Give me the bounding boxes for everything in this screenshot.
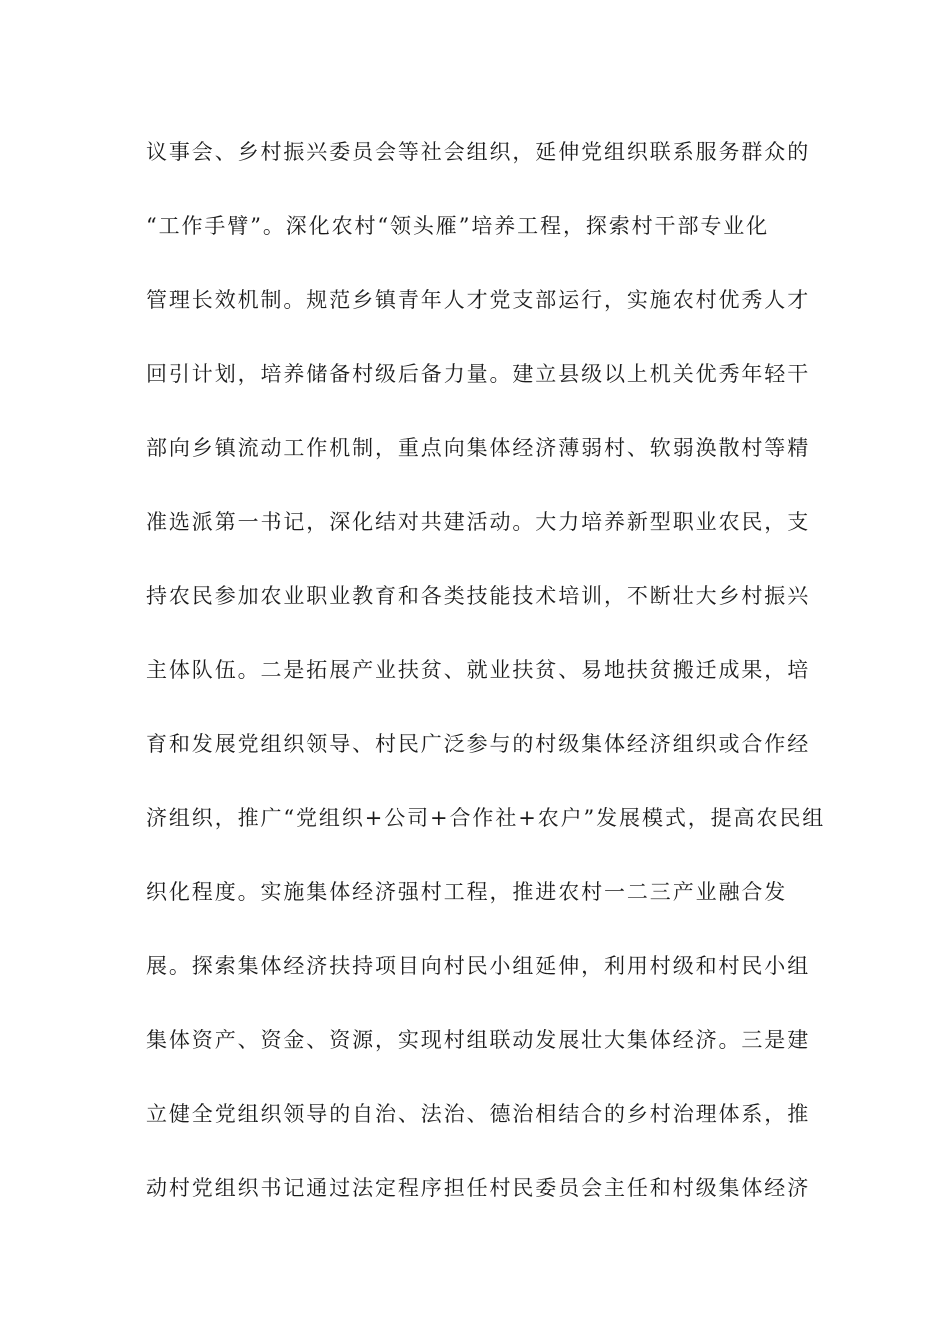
text-line: 立健全党组织领导的自治、法治、德治相结合的乡村治理体系，推 bbox=[146, 1102, 811, 1126]
text-line: 管理长效机制。规范乡镇青年人才党支部运行，实施农村优秀人才 bbox=[146, 288, 811, 312]
text-line: 回引计划，培养储备村级后备力量。建立县级以上机关优秀年轻干 bbox=[146, 362, 811, 386]
text-line: “工作手臂”。深化农村“领头雁”培养工程，探索村干部专业化 bbox=[146, 214, 770, 238]
text-line: 织化程度。实施集体经济强村工程，推进农村一二三产业融合发 bbox=[146, 880, 788, 904]
text-line: 育和发展党组织领导、村民广泛参与的村级集体经济组织或合作经 bbox=[146, 732, 811, 756]
text-line: 持农民参加农业职业教育和各类技能技术培训，不断壮大乡村振兴 bbox=[146, 584, 811, 608]
text-line: 动村党组织书记通过法定程序担任村民委员会主任和村级集体经济 bbox=[146, 1176, 811, 1200]
body-text bbox=[146, 130, 826, 1240]
text-line: 部向乡镇流动工作机制，重点向集体经济薄弱村、软弱涣散村等精 bbox=[146, 436, 811, 460]
text-line: 济组织，推广“党组织+公司+合作社+农户”发展模式，提高农民组 bbox=[146, 806, 826, 830]
text-line: 展。探索集体经济扶持项目向村民小组延伸，利用村级和村民小组 bbox=[146, 954, 811, 978]
text-line: 集体资产、资金、资源，实现村组联动发展壮大集体经济。三是建 bbox=[146, 1028, 811, 1052]
text-line: 主体队伍。二是拓展产业扶贫、就业扶贫、易地扶贫搬迁成果，培 bbox=[146, 658, 811, 682]
text-line: 准选派第一书记，深化结对共建活动。大力培养新型职业农民，支 bbox=[146, 510, 811, 534]
text-line: 议事会、乡村振兴委员会等社会组织，延伸党组织联系服务群众的 bbox=[146, 140, 811, 164]
